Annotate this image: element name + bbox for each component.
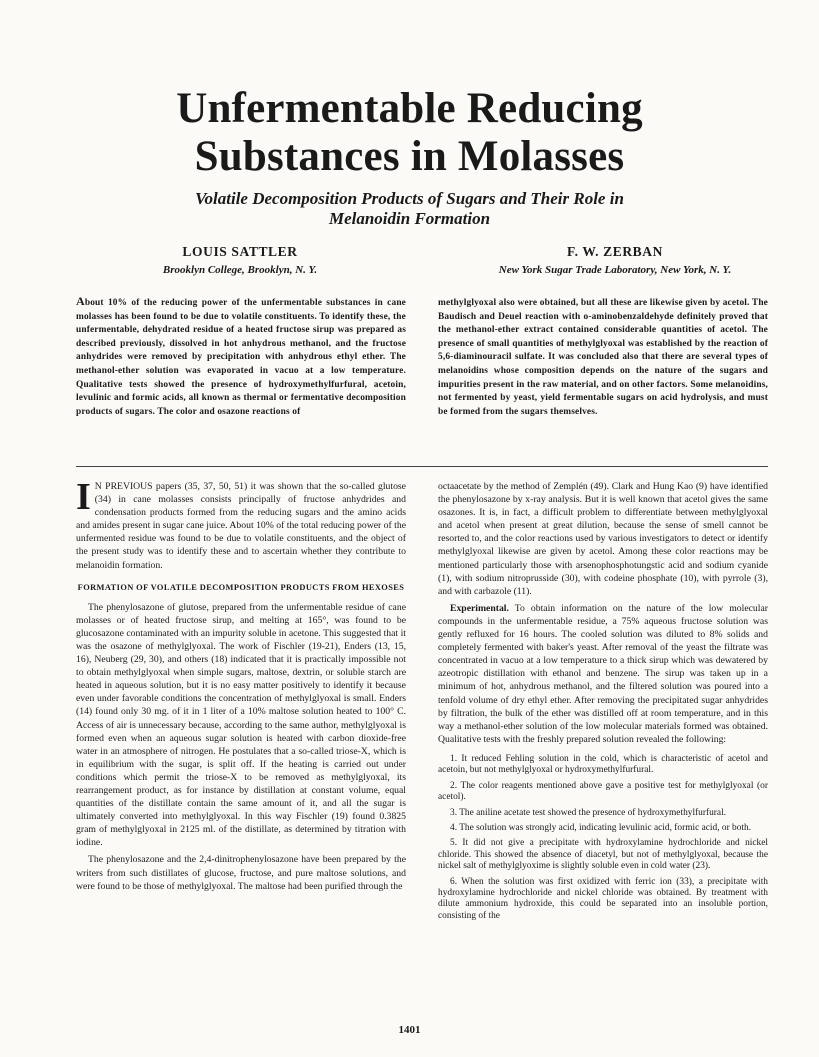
- experimental-paragraph: [438, 602, 768, 746]
- author-affiliation-1: Brooklyn College, Brooklyn, N. Y.: [162, 264, 318, 276]
- author-name-2: F. W. ZERBAN: [567, 244, 663, 259]
- article-title-line-1: Unfermentable Reducing: [176, 85, 643, 132]
- section-heading: FORMATION OF VOLATILE DECOMPOSITION PRODUCTS FROM HEXOSES: [77, 582, 405, 592]
- list-item: 5. It did not give a precipitate with hydroxylamine hydrochloride and nickel chloride. This showed the absence of diacetyl, but not of methylglyoxal, because the nickel salt of methylglyoxime is slightly soluble even in cold water (23).: [438, 838, 768, 872]
- body-paragraph-2: The phenylosazone and the 2,4-dinitrophenylosazone have been prepared by the writers from such distillates of glucose, fructose, and pure maltose solutions, and were found to be those of methylglyoxal. The maltose had been purified through the: [76, 854, 406, 892]
- right-paragraph-1: octaacetate by the method of Zemplén (49). Clark and Hung Kao (9) have identified the phenylosazone by x-ray analysis. But it is well known that acetol gives the same osazones. It is, in fact, a difficult problem to differentiate between methylglyoxal and acetol when present at great dilution, because the sense of smell cannot be resorted to, and the color reactions used by various investigators to detect or identify methylglyoxal likewise are given by acetol. Among these color reactions may be mentioned particularly those with arsenophosphotungstic acid and sodium cyanide (1), with sodium nitroprusside (30), with codeine phosphate (10), with pyrrole (3), and with carbazole (11).: [438, 481, 768, 597]
- intro-paragraph: [76, 476, 406, 572]
- abstract-left-text: bout 10% of the reducing power of the unfermentable substances in cane molasses has been found to be due to volatile constituents. To identify these, the unfermentable, dehydrated residue of a heated fructose sirup was prepared as described previously, dissolved in hot anhydrous methanol, and the fructose anhydrides were removed by precipitation with anhydrous ethyl ether. The methanol-ether solution was evaporated in vacuo at a low temperature. Qualitative tests showed the presence of hydroxymethylfurfural, acetoin, levulinic and formic acids, all known as thermal or fermentative decomposition products of sugars. The color and osazone reactions of: [76, 298, 406, 417]
- right-column: [438, 480, 768, 926]
- list-item: 4. The solution was strongly acid, indicating levulinic acid, formic acid, or both.: [450, 822, 752, 833]
- experimental-label: Experimental.: [450, 602, 509, 614]
- list-item: 2. The color reagents mentioned above gave a positive test for methylglyoxal (or acetol).: [438, 780, 768, 803]
- list-item: 1. It reduced Fehling solution in the cold, which is characteristic of acetol and acetoin, but not methylglyoxal or hydroxymethylfurfural.: [438, 753, 768, 776]
- abstract-right-text: methylglyoxal also were obtained, but all these are likewise given by acetol. The Baudisch and Deuel reaction with o-aminobenzaldehyde definitely proved that the methanol-ether extract contained considerable quantities of acetol. The presence of small quantities of methylglyoxal was established by the reaction of 5,6-diaminouracil sulfate. It was concluded also that there are several types of melanoidins whose composition depends on the nature of the sugars and impurities present in the raw material, and on other factors. Some melanoidins, not fermented by yeast, yield fermentable sugars on acid hydrolysis, and must be formed from the sugars themselves.: [438, 298, 768, 417]
- article-subtitle-line-2: Melanoidin Formation: [328, 209, 491, 228]
- abstract-right: [438, 297, 768, 419]
- author-affiliation-2: New York Sugar Trade Laboratory, New York, N. Y.: [498, 264, 732, 276]
- article-title-line-2: Substances in Molasses: [194, 133, 625, 180]
- abstract-left: [76, 295, 406, 419]
- author-name-1: LOUIS SATTLER: [182, 244, 298, 259]
- list-item: 6. When the solution was first oxidized with ferric ion (33), a precipitate with hydroxylamine hydrochloride and nickel chloride was obtained. By treatment with dilute ammonium hydroxide, this could be separated into an insoluble portion, consisting of the: [438, 876, 768, 921]
- abstract-divider: [76, 466, 768, 467]
- dropcap-letter: I: [76, 476, 91, 518]
- experimental-text: To obtain information on the nature of the low molecular compounds in the unfermentable residue, a 75% aqueous fructose solution was gently refluxed for 16 hours. The cooled solution was diluted to 8% solids and completely fermented with baker's yeast. After removal of the yeast the filtrate was concentrated in vacuo at a low temperature to a thick sirup which was dewatered by azeotropic distillation with ethanol and benzene. The sirup was taken up in a minimum of hot, anhydrous methanol, and the filtered solution was poured into a tenfold volume of dry ethyl ether. After removing the precipitated sugar anhydrides by filtration, the bulk of the ether was distilled off at room temperature, and in this way a methanol-ether solution of the low molecular materials formed was obtained. Qualitative tests with the freshly prepared solution revealed the following:: [438, 602, 768, 745]
- abstract-lead-letter: A: [76, 294, 85, 308]
- intro-text: N PREVIOUS papers (35, 37, 50, 51) it was shown that the so-called glutose (34) in cane molasses consists principally of fructose anhydrides and condensation products formed from the reducing sugars and the amino acids and amides present in sugar cane juice. About 10% of the total reducing power of the unfermented residue was found to be due to volatile constituents, and the object of the present study was to identify these and to ascertain whether they contribute to melanoidin formation.: [76, 481, 406, 571]
- article-subtitle-line-1: Volatile Decomposition Products of Sugars and Their Role in: [195, 189, 624, 208]
- list-item: 3. The aniline acetate test showed the presence of hydroxymethylfurfural.: [450, 807, 727, 818]
- page-number: 1401: [398, 1024, 421, 1036]
- body-paragraph-1: The phenylosazone of glutose, prepared from the unfermentable residue of cane molasses or of heated fructose sirup, and melting at 165°, was found to be glucosazone contaminated with an impurity soluble in acetone. This suggested that it was the osazone of methylglyoxal. The work of Fischler (19-21), Enders (13, 15, 16), Neuberg (29, 30), and others (18) indicated that it is practically impossible not to obtain methylglyoxal when simple sugars, maltose, dextrin, or soluble starch are heated in aqueous solution, but it is no easy matter positively to identify it because even under favorable conditions the concentration of methylglyoxal is small. Enders (14) found only 30 mg. of it in 1 liter of a 10% maltose solution heated to 100° C. Access of air is unnecessary because, according to the same author, methylglyoxal is formed even when an aqueous sugar solution is heated with carbon dioxide-free water in an atmosphere of nitrogen. He postulates that a so-called triose-X, which is in equilibrium with the sugar, is split off. If the heating is carried out under conditions which permit the triose-X to be removed as methylglyoxal, its rearrangement product, as for instance by distillation at constant volume, equal quantities of the distillate contain the same amount of it, and all the sugar is ultimately converted into methylglyoxal. In this way Fischler (19) found 0.3825 gram of methylglyoxal in 2125 ml. of the distillate, as determined by titration with iodine.: [76, 601, 406, 849]
- left-column: [76, 476, 406, 897]
